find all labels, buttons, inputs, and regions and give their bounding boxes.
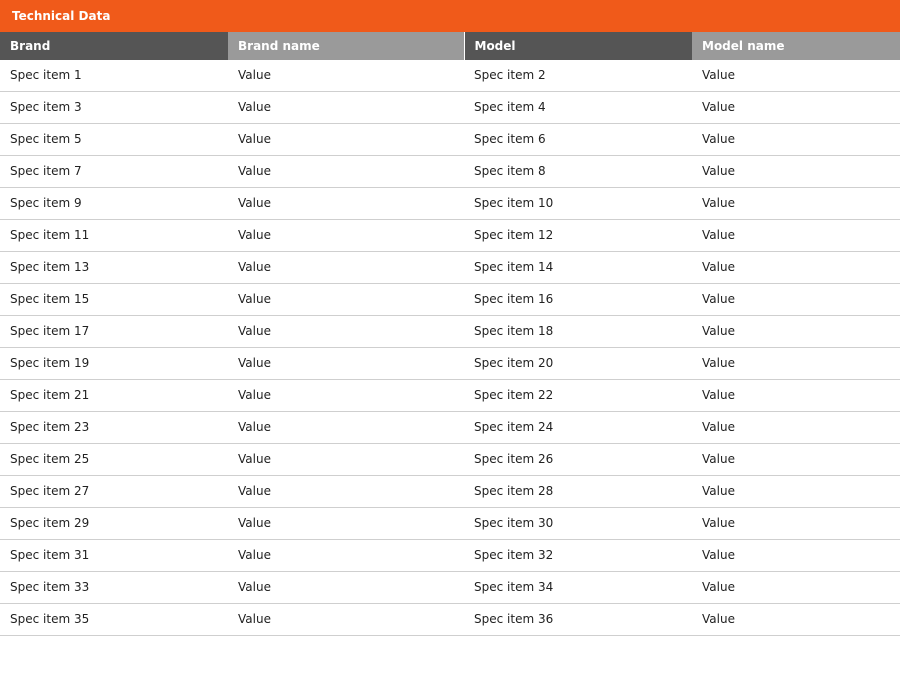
table-row (0, 284, 900, 316)
table-row (0, 252, 900, 284)
spec-label-right: Spec item 26 (464, 444, 692, 476)
spec-label-right: Spec item 32 (464, 540, 692, 572)
table-row (0, 540, 900, 572)
brand-label: Brand (0, 32, 228, 60)
table-header-row (0, 32, 900, 60)
spec-value-right: Value (692, 348, 900, 380)
spec-value-right: Value (692, 508, 900, 540)
spec-label-left: Spec item 35 (0, 604, 228, 636)
spec-label-right: Spec item 36 (464, 604, 692, 636)
spec-table (0, 32, 900, 636)
spec-value-right: Value (692, 220, 900, 252)
spec-value-left: Value (228, 604, 464, 636)
spec-label-left: Spec item 11 (0, 220, 228, 252)
spec-label-right: Spec item 6 (464, 124, 692, 156)
spec-label-left: Spec item 3 (0, 92, 228, 124)
spec-value-left: Value (228, 572, 464, 604)
spec-label-right: Spec item 8 (464, 156, 692, 188)
spec-label-right: Spec item 2 (464, 60, 692, 92)
section-banner (0, 0, 900, 32)
spec-value-right: Value (692, 188, 900, 220)
spec-label-right: Spec item 20 (464, 348, 692, 380)
table-row (0, 348, 900, 380)
table-row (0, 508, 900, 540)
table-row (0, 156, 900, 188)
spec-value-left: Value (228, 444, 464, 476)
brand-value: Brand name (228, 32, 464, 60)
spec-value-left: Value (228, 252, 464, 284)
table-row (0, 572, 900, 604)
spec-value-right: Value (692, 124, 900, 156)
spec-value-left: Value (228, 380, 464, 412)
table-row (0, 188, 900, 220)
spec-value-left: Value (228, 476, 464, 508)
spec-value-right: Value (692, 284, 900, 316)
spec-value-left: Value (228, 188, 464, 220)
spec-label-left: Spec item 9 (0, 188, 228, 220)
table-row (0, 220, 900, 252)
spec-value-right: Value (692, 252, 900, 284)
spec-label-right: Spec item 10 (464, 188, 692, 220)
spec-value-right: Value (692, 412, 900, 444)
spec-label-left: Spec item 17 (0, 316, 228, 348)
spec-value-left: Value (228, 156, 464, 188)
spec-label-right: Spec item 4 (464, 92, 692, 124)
spec-value-right: Value (692, 92, 900, 124)
spec-value-right: Value (692, 476, 900, 508)
spec-value-right: Value (692, 380, 900, 412)
spec-value-right: Value (692, 316, 900, 348)
spec-value-right: Value (692, 572, 900, 604)
spec-label-left: Spec item 7 (0, 156, 228, 188)
spec-value-left: Value (228, 348, 464, 380)
spec-label-right: Spec item 22 (464, 380, 692, 412)
spec-value-left: Value (228, 284, 464, 316)
spec-label-left: Spec item 19 (0, 348, 228, 380)
table-row (0, 604, 900, 636)
spec-value-right: Value (692, 604, 900, 636)
spec-value-right: Value (692, 156, 900, 188)
spec-label-left: Spec item 5 (0, 124, 228, 156)
spec-label-left: Spec item 21 (0, 380, 228, 412)
spec-value-right: Value (692, 540, 900, 572)
spec-label-left: Spec item 31 (0, 540, 228, 572)
spec-value-right: Value (692, 444, 900, 476)
spec-label-right: Spec item 18 (464, 316, 692, 348)
spec-label-left: Spec item 33 (0, 572, 228, 604)
spec-label-right: Spec item 14 (464, 252, 692, 284)
spec-label-left: Spec item 25 (0, 444, 228, 476)
spec-label-right: Spec item 28 (464, 476, 692, 508)
spec-value-left: Value (228, 508, 464, 540)
spec-label-left: Spec item 1 (0, 60, 228, 92)
table-row (0, 92, 900, 124)
section-title: Technical Data (12, 9, 111, 23)
spec-value-left: Value (228, 412, 464, 444)
spec-label-right: Spec item 24 (464, 412, 692, 444)
table-row (0, 476, 900, 508)
spec-label-left: Spec item 15 (0, 284, 228, 316)
table-row (0, 380, 900, 412)
spec-label-right: Spec item 34 (464, 572, 692, 604)
spec-value-left: Value (228, 92, 464, 124)
table-row (0, 412, 900, 444)
spec-value-left: Value (228, 540, 464, 572)
model-value: Model name (692, 32, 900, 60)
spec-label-left: Spec item 27 (0, 476, 228, 508)
table-row (0, 316, 900, 348)
spec-label-right: Spec item 30 (464, 508, 692, 540)
spec-label-left: Spec item 29 (0, 508, 228, 540)
table-row (0, 444, 900, 476)
spec-label-right: Spec item 16 (464, 284, 692, 316)
spec-label-left: Spec item 13 (0, 252, 228, 284)
spec-value-left: Value (228, 124, 464, 156)
table-row (0, 124, 900, 156)
spec-label-right: Spec item 12 (464, 220, 692, 252)
spec-value-left: Value (228, 316, 464, 348)
table-row (0, 60, 900, 92)
spec-label-left: Spec item 23 (0, 412, 228, 444)
spec-value-right: Value (692, 60, 900, 92)
spec-value-left: Value (228, 220, 464, 252)
model-label: Model (464, 32, 692, 60)
spec-value-left: Value (228, 60, 464, 92)
